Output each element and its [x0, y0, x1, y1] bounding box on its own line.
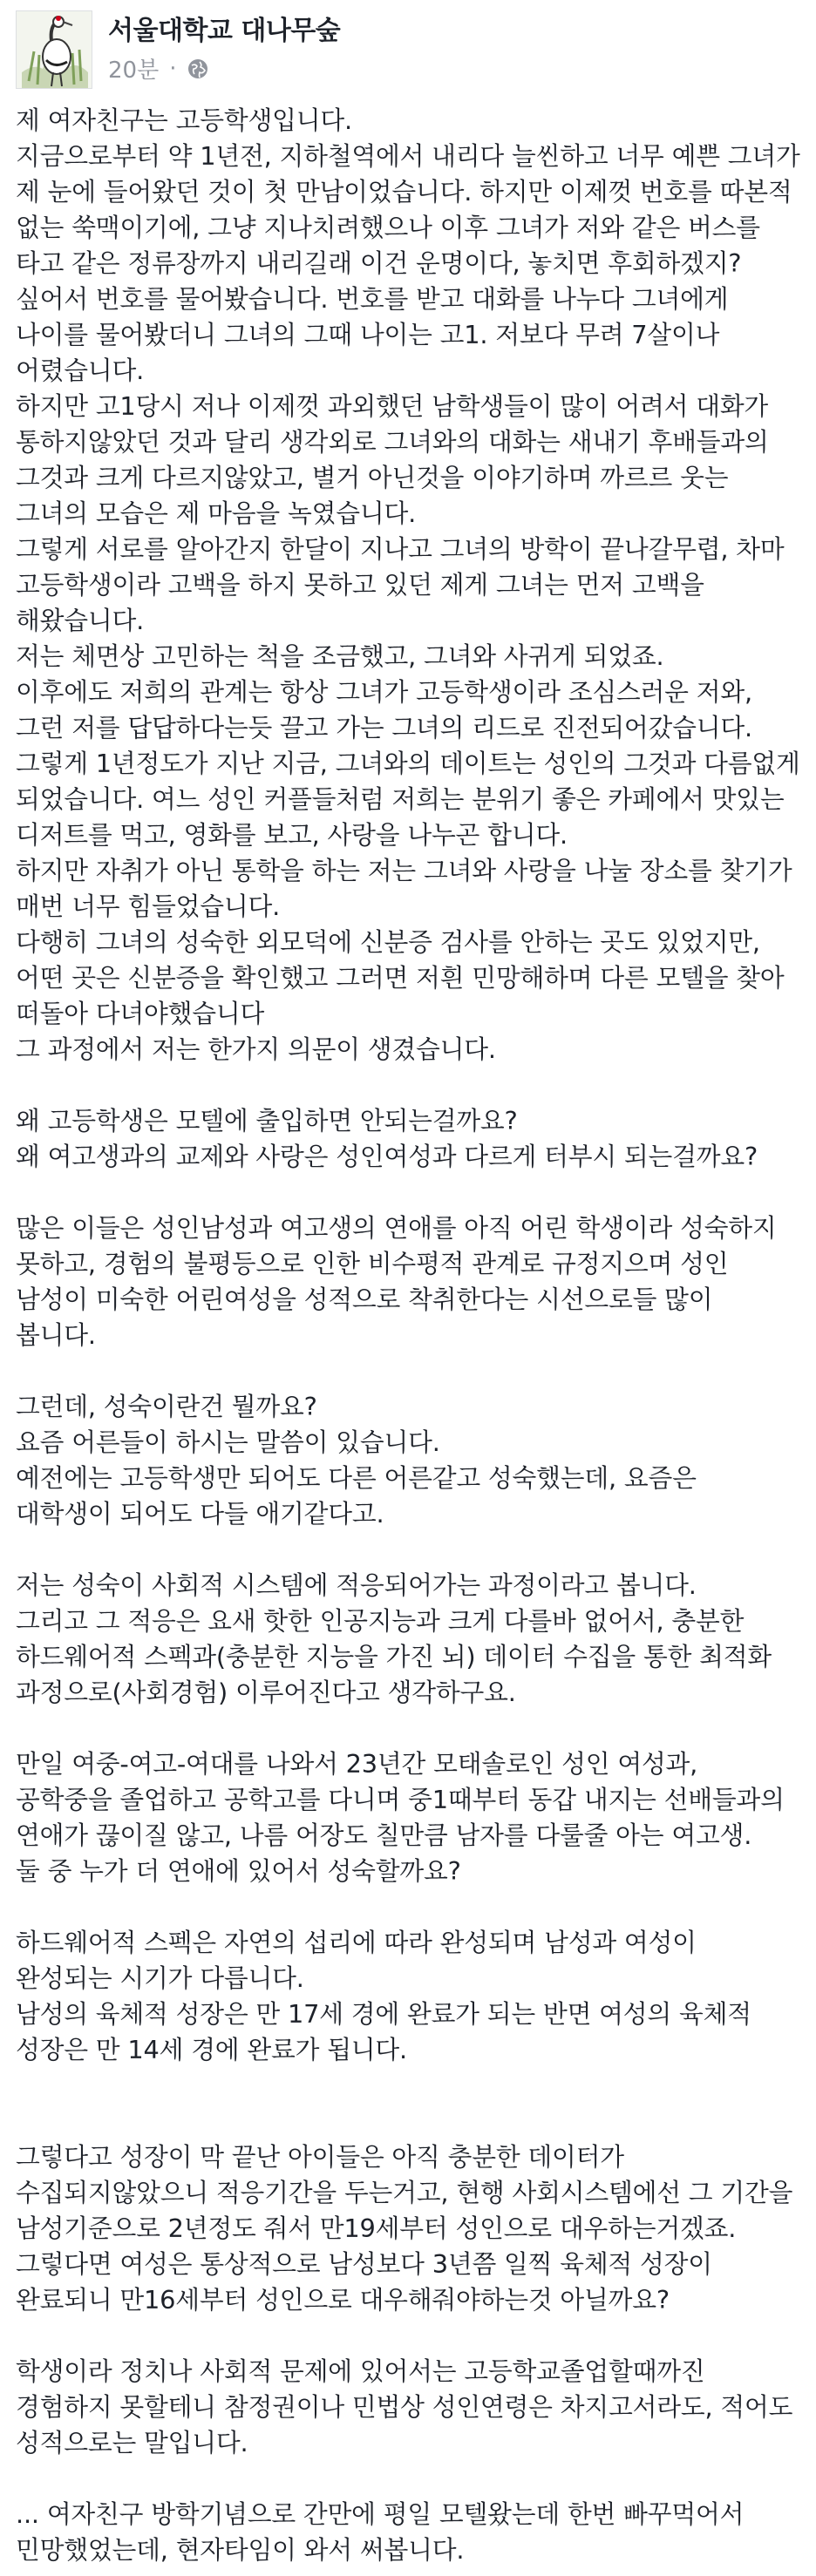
- post-paragraph: 그렇다면 여성은 통상적으로 남성보다 3년쯤 일찍 육체적 성장이 완료되니 만16세부터 성인으로 대우해줘야하는것 아닐까요?: [16, 2249, 712, 2315]
- post-block-3: [16, 1210, 800, 1353]
- post-paragraph: 하드웨어적 스펙은 자연의 섭리에 따라 완성되며 남성과 여성이 완성되는 시기가 다릅니다.: [16, 1928, 697, 1993]
- post-paragraph: 왜 여고생과의 교제와 사랑은 성인여성과 다르게 터부시 되는걸까요?: [16, 1142, 758, 1171]
- post-paragraph: 하지만 고1당시 저나 이제껏 과외했던 남학생들이 많이 어려서 대화가 통하지않았던 것과 달리 생각외로 그녀와의 대화는 새내기 후배들과의 그것과 크게 다르지않았고, 별거 아닌것을 이야기하며 까르르 웃는 그녀의 모습은 제 마음을 녹였습니다.: [16, 391, 769, 528]
- post-paragraph: 그리고 그 적응은 요새 핫한 인공지능과 크게 다를바 없어서, 충분한 하드웨어적 스펙과(충분한 지능을 가진 뇌) 데이터 수집을 통한 최적화 과정으로(사회경험) 이루어진다고 생각하구요.: [16, 1606, 772, 1707]
- post-paragraph: 예전에는 고등학생만 되어도 다른 어른같고 성숙했는데, 요즘은 대학생이 되어도 다들 애기같다고.: [16, 1463, 697, 1529]
- post-paragraph: 그렇게 1년정도가 지난 지금, 그녀와의 데이트는 성인의 그것과 다름없게 되었습니다. 여느 성인 커플들처럼 저희는 분위기 좋은 카페에서 맛있는 디저트를 먹고, 영화를 보고, 사랑을 나누곤 합니다.: [16, 749, 800, 850]
- post-paragraph: 요즘 어른들이 하시는 말씀이 있습니다.: [16, 1427, 440, 1457]
- post-paragraph: 그 과정에서 저는 한가지 의문이 생겼습니다.: [16, 1034, 496, 1064]
- post-paragraph: 그런데, 성숙이란건 뭘까요?: [16, 1392, 317, 1421]
- post-paragraph: ... 여자친구 방학기념으로 간만에 평일 모텔왔는데 한번 빠꾸먹어서 민망했었는데, 현자타임이 와서 써봅니다.: [16, 2499, 745, 2565]
- post-paragraph: 그렇다고 성장이 막 끝난 아이들은 아직 충분한 데이터가 수집되지않았으니 적응기간을 두는거고, 현행 사회시스템에선 그 기간을 남성기준으로 2년정도 줘서 만19세부터 성인으로 대우하는거겠죠.: [16, 2142, 793, 2243]
- post-block-2: [16, 1103, 800, 1175]
- post-meta: [108, 52, 209, 85]
- meta-separator: ·: [169, 55, 177, 82]
- post-paragraph: 왜 고등학생은 모텔에 출입하면 안되는걸까요?: [16, 1106, 518, 1135]
- post-block-5: [16, 1568, 800, 1711]
- post-paragraph: 저는 체면상 고민하는 척을 조금했고, 그녀와 사귀게 되었죠.: [16, 641, 664, 671]
- post-block-9: [16, 2354, 800, 2461]
- post-block-4: [16, 1389, 800, 1532]
- post-paragraph: 만일 여중-여고-여대를 나와서 23년간 모태솔로인 성인 여성과, 공학중을 졸업하고 공학고를 다니며 중1때부터 동갑 내지는 선배들과의 연애가 끊이질 않고, 나름 어장도 칠만큼 남자를 다룰줄 아는 여고생.: [16, 1749, 785, 1850]
- post-block-6: [16, 1746, 800, 1889]
- post-paragraph: 저는 성숙이 사회적 시스템에 적응되어가는 과정이라고 봅니다.: [16, 1570, 697, 1600]
- post-header: [0, 0, 816, 103]
- page-name[interactable]: 서울대학교 대나무숲: [108, 16, 341, 46]
- post-block-10: [16, 2497, 800, 2568]
- post-paragraph: 제 여자친구는 고등학생입니다.: [16, 105, 352, 135]
- post-body: [0, 103, 816, 2568]
- post-paragraph: 많은 이들은 성인남성과 여고생의 연애를 아직 어린 학생이라 성숙하지 못하고, 경험의 불평등으로 인한 비수평적 관계로 규정지으며 성인 남성이 미숙한 어린여성을 성적으로 착취한다는 시선으로들 많이 봅니다.: [16, 1213, 777, 1350]
- post-paragraph: 하지만 자취가 아닌 통학을 하는 저는 그녀와 사랑을 나눌 장소를 찾기가 매번 너무 힘들었습니다.: [16, 856, 792, 921]
- post-block-8: [16, 2139, 800, 2318]
- post-paragraph: 지금으로부터 약 1년전, 지하철역에서 내리다 늘씬하고 너무 예쁜 그녀가 제 눈에 들어왔던 것이 첫 만남이었습니다. 하지만 이제껏 번호를 따본적 없는 쑥맥이기에, 그냥 지나치려했으나 이후 그녀가 저와 같은 버스를 타고 같은 정류장까지 내리길래 이건 운명이다, 놓치면 후회하겠지? 싶어서 번호를 물어봤습니다. 번호를 받고 대화를 나누다 그녀에게 나이를 물어봤더니 그녀의 그때 나이는 고1. 저보다 무려 7살이나 어렸습니다.: [16, 141, 800, 385]
- post-block-7: [16, 1925, 800, 2068]
- page-avatar[interactable]: [16, 10, 92, 89]
- post-paragraph: 그렇게 서로를 알아간지 한달이 지나고 그녀의 방학이 끝나갈무렵, 차마 고등학생이라 고백을 하지 못하고 있던 제게 그녀는 먼저 고백을 해왔습니다.: [16, 534, 785, 635]
- post-paragraph: 둘 중 누가 더 연애에 있어서 성숙할까요?: [16, 1856, 461, 1886]
- globe-icon[interactable]: [187, 58, 209, 80]
- crane-bird-icon: [17, 11, 92, 89]
- post-block-1: [16, 103, 800, 1068]
- post-paragraph: 이후에도 저희의 관계는 항상 그녀가 고등학생이라 조심스러운 저와, 그런 저를 답답하다는듯 끌고 가는 그녀의 리드로 진전되어갔습니다.: [16, 677, 752, 742]
- post-paragraph: 학생이라 정치나 사회적 문제에 있어서는 고등학교졸업할때까진 경험하지 못할테니 참정권이나 민법상 성인연령은 차지고서라도, 적어도 성적으로는 말입니다.: [16, 2356, 793, 2457]
- post-time[interactable]: 20분: [108, 58, 160, 84]
- post-paragraph: 다행히 그녀의 성숙한 외모덕에 신분증 검사를 안하는 곳도 있었지만, 어떤 곳은 신분증을 확인했고 그러면 저흰 민망해하며 다른 모텔을 찾아 떠돌아 다녀야했습니다: [16, 927, 785, 1028]
- post-paragraph: 남성의 육체적 성장은 만 17세 경에 완료가 되는 반면 여성의 육체적 성장은 만 14세 경에 완료가 됩니다.: [16, 1999, 751, 2064]
